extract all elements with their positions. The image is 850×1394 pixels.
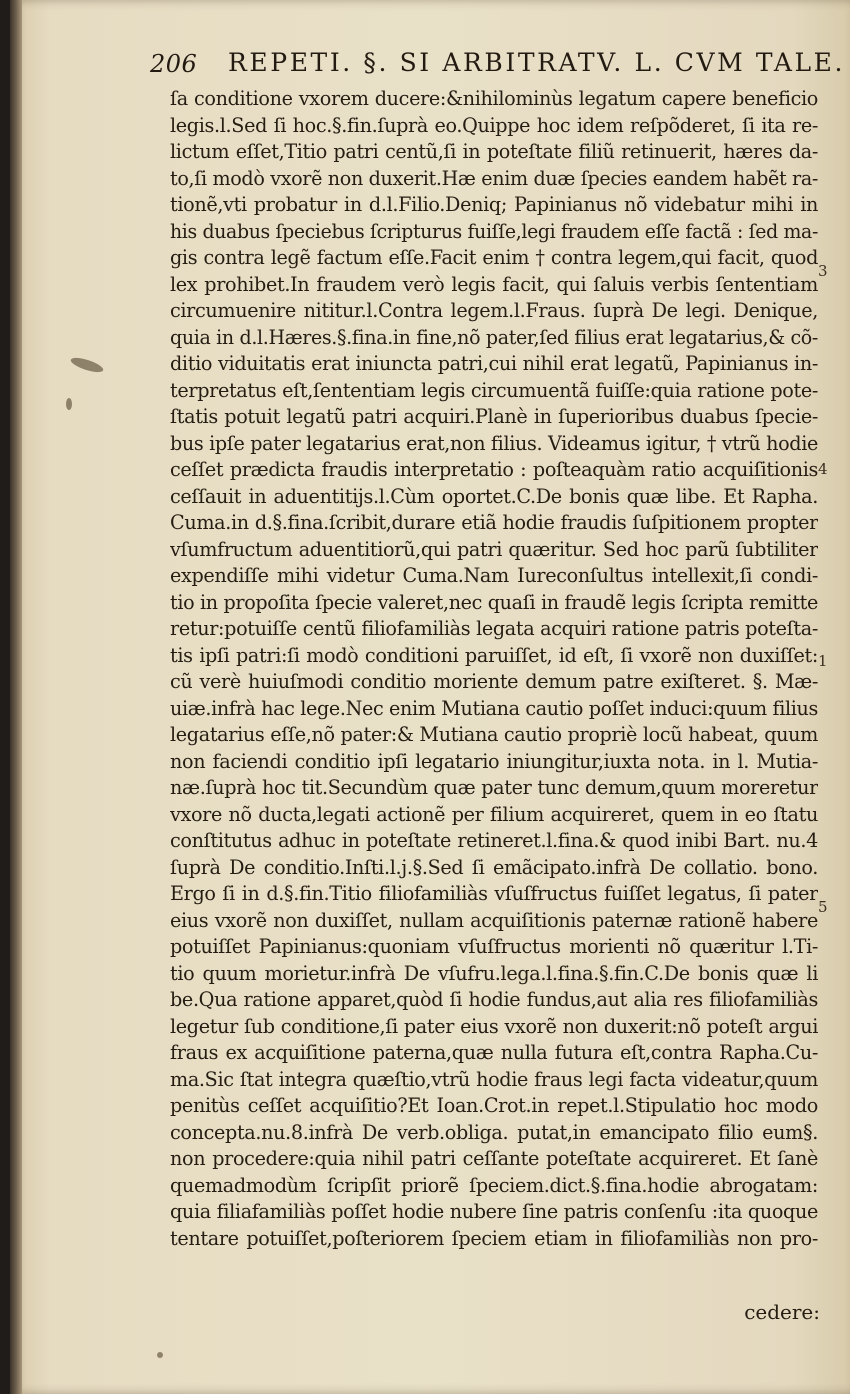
margin-note: 4 (818, 460, 828, 478)
page-header (150, 48, 846, 84)
running-title: REPETI. §. SI ARBITRATV. L. CVM TALE. (228, 48, 846, 77)
book-gutter (10, 0, 22, 1394)
text-line: Cuma.in d.§.fina.ſcribit,durare etiã hodie fraudis ſuſpitionem propter (170, 511, 818, 534)
text-line: quia filiafamiliàs poſſet hodie nubere ſine patris conſenſu :ita quoque (170, 1200, 818, 1223)
text-line: retur:potuiſſe centũ filiofamiliàs legata acquiri ratione patris poteſta- (170, 617, 818, 640)
page-number: 206 (150, 50, 198, 78)
text-line: ditio viduitatis erat iniuncta patri,cui nihil erat legatũ, Papinianus in- (170, 352, 818, 375)
text-line: lictum eſſet,Titio patri centũ,ſi in poteſtate filiũ retinuerit, hæres da- (170, 140, 818, 163)
catchword: cedere: (744, 1300, 820, 1324)
text-line: cũ verè huiuſmodi conditio moriente demum patre exiſteret. §. Mæ- (170, 670, 818, 693)
text-line: circumuenire nititur.l.Contra legem.l.Fraus. ſuprà De legi. Denique, (170, 299, 818, 322)
text-line: tentare potuiſſet,poſteriorem ſpeciem etiam in filiofamiliàs non pro- (170, 1226, 818, 1250)
text-line: tis ipſi patri:ſi modò conditioni paruiſſet, id eſt, ſi vxorẽ non duxiſſet: (170, 643, 818, 667)
text-line: non faciendi conditio ipſi legatario iniungitur,iuxta nota. in l. Mutia- (170, 749, 818, 773)
text-line: gis contra legẽ factum eſſe.Facit enim † contra legem,qui facit, quod (170, 246, 818, 269)
ink-stain (157, 1352, 163, 1358)
text-line: conſtitutus adhuc in poteſtate retineret.l.fina.& quod inibi Bart. nu.4 (170, 829, 818, 852)
text-line: tionẽ,vti probatur in d.l.Filio.Deniq; Papinianus nõ videbatur mihi in (170, 193, 818, 216)
text-line: bus ipſe pater legatarius erat,non filius. Videamus igitur, † vtrũ hodie (170, 431, 818, 455)
body-text (170, 86, 818, 1252)
text-line: to,ſi modò vxorẽ non duxerit.Hæ enim duæ ſpecies eandem habẽt ra- (170, 166, 818, 190)
text-line: tio quum morietur.infrà De vſufru.lega.l.fina.§.fin.C.De bonis quæ li (170, 961, 818, 985)
text-line: be.Qua ratione apparet,quòd ſi hodie fundus,aut alia res filiofamiliàs (170, 988, 818, 1011)
text-line: Ergo ſi in d.§.fin.Titio filiofamiliàs vſuſfructus fuiſſet legatus, ſi pater (170, 882, 818, 905)
text-line: terpretatus eſt,ſententiam legis circumuentã fuiſſe:quia ratione pote- (170, 378, 818, 402)
text-line: eius vxorẽ non duxiſſet, nullam acquiſitionis paternæ rationẽ habere (170, 908, 818, 932)
text-line: quia in d.l.Hæres.§.fina.in fine,nõ pater,ſed filius erat legatarius,& cõ- (170, 325, 818, 349)
text-line: expendiſſe mihi videtur Cuma.Nam Iureconſultus intellexit,ſi condi- (170, 564, 818, 587)
text-line: ſuprà De conditio.Inſti.l.j.§.Sed ſi emãcipato.infrà De collatio. bono. (170, 855, 818, 879)
ink-stain (66, 398, 72, 410)
text-line: legatarius eſſe,nõ pater:& Mutiana cautio propriè locũ habeat, quum (170, 723, 818, 746)
text-line: non procedere:quia nihil patri ceſſante poteſtate acquireret. Et ſanè (170, 1147, 818, 1170)
text-line: penitùs ceſſet acquiſitio?Et Ioan.Crot.in repet.l.Stipulatio hoc modo (170, 1094, 818, 1117)
margin-note: 3 (818, 262, 828, 280)
text-line: fraus ex acquiſitione paterna,quæ nulla futura eſt,contra Rapha.Cu- (170, 1041, 818, 1064)
text-line: vſumfructum aduentitiorũ,qui patri quæritur. Sed hoc parũ ſubtiliter (170, 537, 818, 561)
ink-stain (69, 355, 104, 375)
text-line: tio in propoſita ſpecie valeret,nec quaſi in fraudẽ legis ſcripta remitte (170, 590, 818, 614)
text-line: næ.ſuprà hoc tit.Secundùm quæ pater tunc demum,quum moreretur (170, 776, 818, 799)
text-line: quemadmodùm ſcripſit priorẽ ſpeciem.dict.§.fina.hodie abrogatam: (170, 1173, 818, 1197)
text-line: his duabus ſpeciebus ſcripturus fuiſſe,legi fraudem eſſe factã : ſed ma- (170, 219, 818, 243)
text-line: ma.Sic ſtat integra quæſtio,vtrũ hodie fraus legi facta videatur,quum (170, 1067, 818, 1091)
text-line: legis.l.Sed ſi hoc.§.fin.ſuprà eo.Quippe hoc idem reſpõderet, ſi ita re- (170, 113, 818, 137)
margin-note: 5 (818, 898, 828, 916)
text-line: lex prohibet.In fraudem verò legis facit, qui ſaluis verbis ſententiam (170, 272, 818, 296)
text-line: ſa conditione vxorem ducere:&nihilominùs legatum capere beneficio (170, 87, 818, 110)
text-line: uiæ.infrà hac lege.Nec enim Mutiana cautio poſſet induci:quum filius (170, 696, 818, 720)
text-line: ceſſauit in aduentitijs.l.Cùm oportet.C.De bonis quæ libe. Et Rapha. (170, 484, 818, 508)
text-line: concepta.nu.8.infrà De verb.obliga. putat,in emancipato filio eum§. (170, 1120, 818, 1144)
text-line: ceſſet prædicta fraudis interpretatio : poſteaquàm ratio acquiſitionis (170, 458, 818, 481)
text-line: vxore nõ ducta,legati actionẽ per filium acquireret, quem in eo ſtatu (170, 802, 818, 826)
text-line: potuiſſet Papinianus:quoniam vſuſfructus morienti nõ quæritur l.Ti- (170, 935, 818, 958)
text-line: legetur ſub conditione,ſi pater eius vxorẽ non duxerit:nõ poteſt argui (170, 1014, 818, 1038)
margin-note: 1 (818, 652, 828, 670)
text-line: ſtatis potuit legatũ patri acquiri.Planè in ſuperioribus duabus ſpecie- (170, 405, 818, 428)
